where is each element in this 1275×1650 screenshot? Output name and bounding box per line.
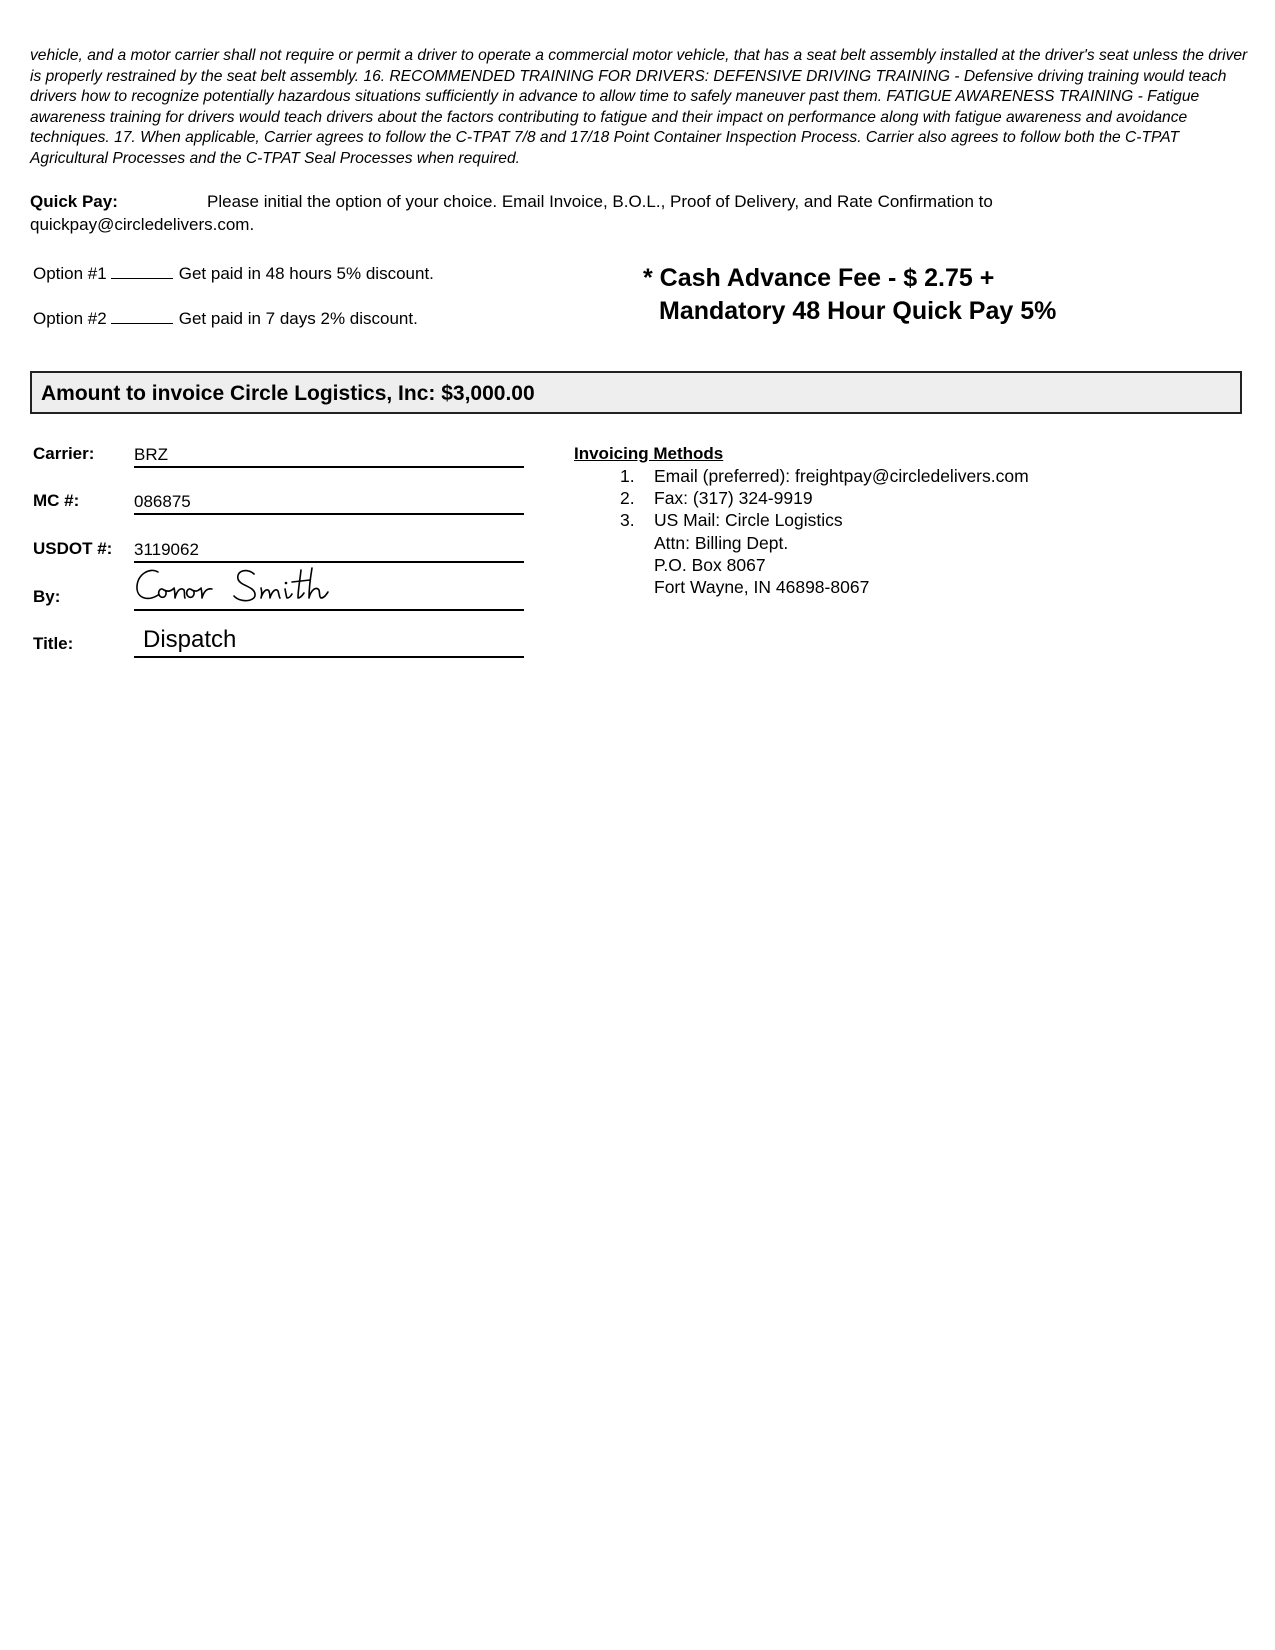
option-2-label: Option #2 (33, 309, 107, 328)
invoicing-methods-heading: Invoicing Methods (574, 444, 724, 463)
option-1-text: Get paid in 48 hours 5% discount. (178, 264, 434, 283)
option-2-row (33, 309, 418, 329)
invoicing-item-3-text: US Mail: Circle Logistics (654, 510, 843, 530)
address-line-po-box: P.O. Box 8067 (654, 555, 766, 575)
option-1-label: Option #1 (33, 264, 107, 283)
cash-advance-line-1: * Cash Advance Fee - $ 2.75 + (643, 264, 995, 292)
mc-value: 086875 (134, 492, 191, 511)
by-label: By: (33, 587, 61, 606)
title-value: Dispatch (143, 626, 237, 653)
address-line-city: Fort Wayne, IN 46898-8067 (654, 577, 870, 597)
quick-pay-instructions: Please initial the option of your choice. Email Invoice, B.O.L., Proof of Delivery, and Rate Confirmation to (207, 192, 993, 211)
carrier-label: Carrier: (33, 444, 95, 463)
cash-advance-line-2: Mandatory 48 Hour Quick Pay 5% (659, 297, 1057, 325)
title-field[interactable] (134, 626, 524, 658)
carrier-field[interactable] (134, 444, 524, 468)
quick-pay-email: quickpay@circledelivers.com. (30, 215, 255, 234)
option-2-initial-blank[interactable] (111, 311, 173, 324)
invoicing-item-3-number: 3. (620, 510, 635, 530)
terms-paragraph: vehicle, and a motor carrier shall not require or permit a driver to operate a commercial motor vehicle, that has a seat belt assembly installed at the driver's seat unless the driver is properly restrained by the seat belt assembly. 16. RECOMMENDED TRAINING FOR DRIVERS: DEFENSIVE DRIVING TRAINING - Defensive driving training would teach drivers how to recognize potentially hazardous situations sufficiently in advance to allow time to safely maneuver past them. FATIGUE AWARENESS TRAINING - Fatigue awareness training for drivers would teach drivers about the factors contributing to fatigue and their impact on performance along with fatigue awareness and avoidance techniques. 17. When applicable, Carrier agrees to follow the C-TPAT 7/8 and 17/18 Point Container Inspection Process. Carrier also agrees to follow both the C-TPAT Agricultural Processes and the C-TPAT Seal Processes when required. (30, 47, 1248, 167)
signature-image (134, 564, 344, 608)
invoicing-item-1-number: 1. (620, 466, 635, 486)
invoicing-item-1-text: Email (preferred): freightpay@circledelivers.com (654, 466, 1029, 486)
mc-label: MC #: (33, 491, 80, 510)
amount-banner-text: Amount to invoice Circle Logistics, Inc: $3,000.00 (41, 382, 535, 405)
carrier-value: BRZ (134, 445, 168, 464)
mc-field[interactable] (134, 491, 524, 515)
usdot-value: 3119062 (134, 540, 199, 559)
quick-pay-label: Quick Pay: (30, 192, 118, 211)
option-1-initial-blank[interactable] (111, 266, 173, 279)
address-line-attn: Attn: Billing Dept. (654, 533, 789, 553)
usdot-label: USDOT #: (33, 539, 113, 558)
amount-banner (30, 371, 1242, 414)
cash-advance-notice (643, 262, 1056, 328)
option-2-text: Get paid in 7 days 2% discount. (178, 309, 418, 328)
usdot-field[interactable] (134, 539, 524, 563)
option-1-row (33, 264, 434, 284)
invoicing-item-2-number: 2. (620, 488, 635, 508)
invoicing-item-2-text: Fax: (317) 324-9919 (654, 488, 813, 508)
title-label: Title: (33, 634, 74, 653)
